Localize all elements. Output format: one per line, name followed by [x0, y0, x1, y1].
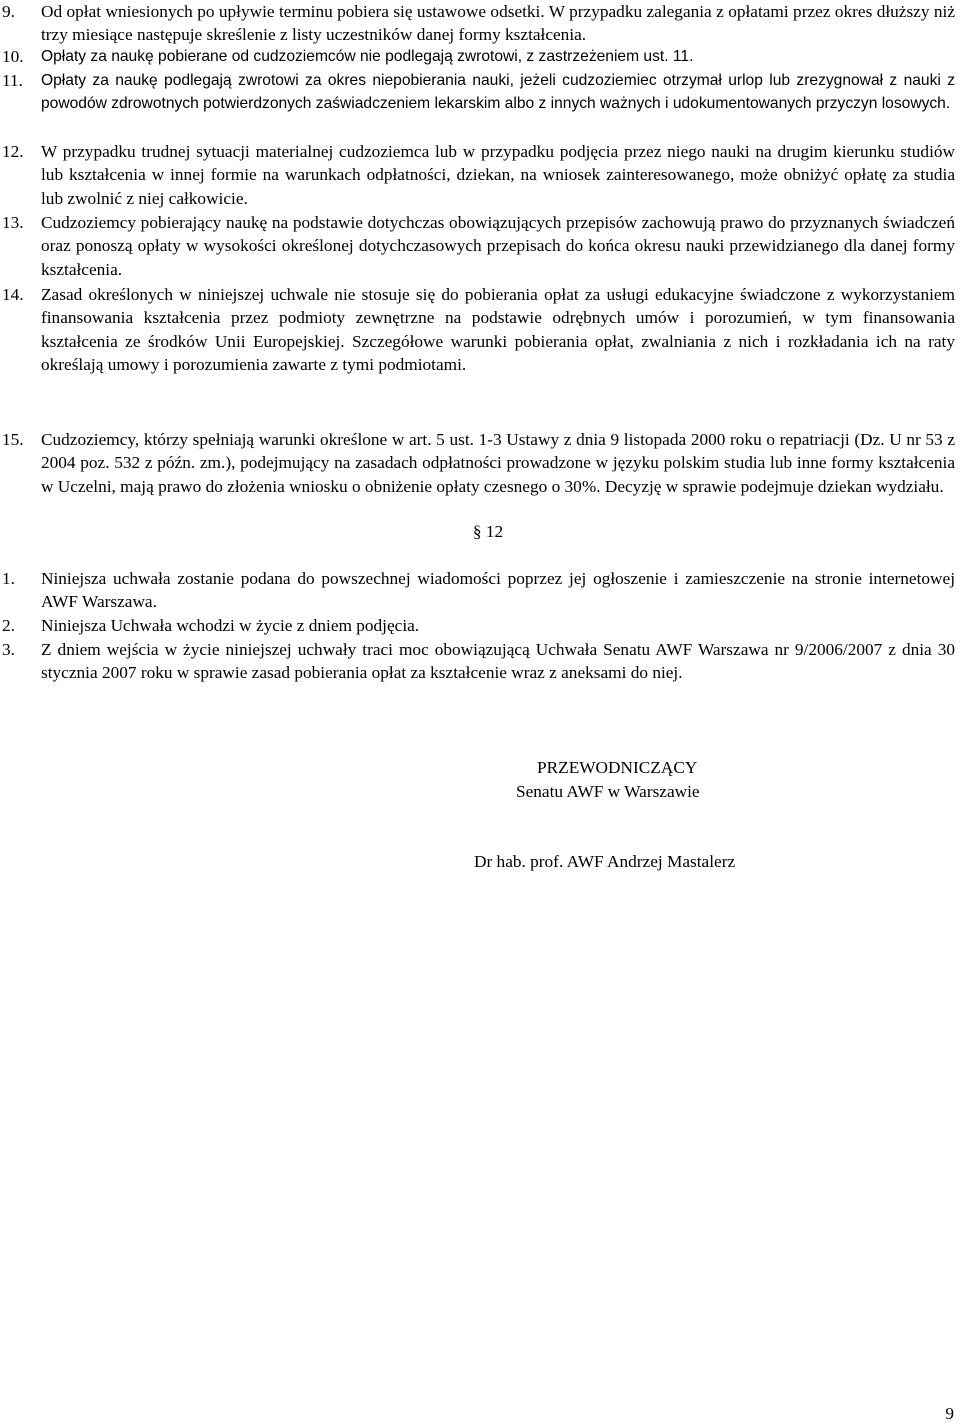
- section-heading: § 12: [472, 522, 504, 541]
- paragraph-number: 1.: [2, 569, 15, 588]
- signature-name: Dr hab. prof. AWF Andrzej Mastalerz: [474, 852, 736, 871]
- page-number: 9: [945, 1404, 954, 1423]
- paragraph-number: 9.: [2, 2, 15, 21]
- paragraph-text: Opłaty za naukę podlegają zwrotowi za okres niepobierania nauki, jeżeli cudzoziemiec otrzymał urlop lub zrezygnował z nauki z powodów zdrowotnych potwierdzonych zaświadczeniem lekarskim albo z innych ważnych i udokumentowanych przyczyn losowych.: [41, 72, 955, 113]
- paragraph-text: Od opłat wniesionych po upływie terminu pobiera się ustawowe odsetki. W przypadku zalegania z opłatami przez okres dłuższy niż trzy miesiące następuje skreślenie z listy uczestników danej formy kształcenia.: [41, 2, 955, 45]
- paragraph-number: 13.: [2, 213, 24, 232]
- paragraph-13: [2, 211, 955, 281]
- paragraph-number: 11.: [2, 71, 23, 90]
- paragraph-number: 3.: [2, 640, 15, 659]
- paragraph-10: [2, 45, 955, 68]
- paragraph-text: Cudzoziemcy, którzy spełniają warunki określone w art. 5 ust. 1-3 Ustawy z dnia 9 listopada 2000 roku o repatriacji (Dz. U nr 53 z 2004 poz. 532 z późn. zm.), podejmujący na zasadach odpłatności prowadzone w języku polskim studia lub inne formy kształcenia w Uczelni, mają prawo do złożenia wniosku o obniżenie opłaty czesnego o 30%. Decyzję w sprawie podejmuje dziekan wydziału.: [41, 430, 955, 496]
- final-paragraph-2: [2, 614, 955, 637]
- signature-body: Senatu AWF w Warszawie: [516, 782, 700, 801]
- final-paragraph-1: [2, 567, 955, 614]
- paragraph-number: 2.: [2, 616, 15, 635]
- paragraph-12: [2, 140, 955, 210]
- paragraph-11: [2, 69, 955, 116]
- paragraph-text: Niniejsza Uchwała wchodzi w życie z dniem podjęcia.: [41, 616, 420, 635]
- paragraph-14: [2, 283, 955, 377]
- paragraph-number: 15.: [2, 430, 24, 449]
- paragraph-number: 12.: [2, 142, 24, 161]
- paragraph-15: [2, 428, 955, 498]
- paragraph-text: W przypadku trudnej sytuacji materialnej cudzoziemca lub w przypadku podjęcia przez niego nauki na drugim kierunku studiów lub kształcenia w innej formie na warunkach odpłatności, dziekan, na wniosek zainteresowanego, może obniżyć opłatę za studia lub zwolnić z niej całkowicie.: [41, 142, 955, 208]
- paragraph-text: Opłaty za naukę pobierane od cudzoziemców nie podlegają zwrotowi, z zastrzeżeniem ust. 11.: [41, 48, 694, 65]
- paragraph-number: 14.: [2, 285, 24, 304]
- paragraph-text: Cudzoziemcy pobierający naukę na podstawie dotychczas obowiązujących przepisów zachowują prawo do przyznanych świadczeń oraz ponoszą opłaty w wysokości określonej dotychczasowych przepisach do końca okresu nauki przewidzianego dla danej formy kształcenia.: [41, 213, 955, 279]
- final-paragraph-3: [2, 638, 955, 685]
- paragraph-number: 10.: [2, 47, 24, 66]
- paragraph-9: [2, 0, 955, 47]
- paragraph-text: Zasad określonych w niniejszej uchwale nie stosuje się do pobierania opłat za usługi edukacyjne świadczone z wykorzystaniem finansowania kształcenia przez podmioty zewnętrzne na podstawie odrębnych umów i porozumień, w tym finansowania kształcenia ze środków Unii Europejskiej. Szczegółowe warunki pobierania opłat, zwalniania z nich i rozkładania ich na raty określają umowy i porozumienia zawarte z tymi podmiotami.: [41, 285, 955, 375]
- paragraph-text: Niniejsza uchwała zostanie podana do powszechnej wiadomości poprzez jej ogłoszenie i zamieszczenie na stronie internetowej AWF Warszawa.: [41, 569, 955, 612]
- paragraph-text: Z dniem wejścia w życie niniejszej uchwały traci moc obowiązującą Uchwała Senatu AWF Warszawa nr 9/2006/2007 z dnia 30 stycznia 2007 roku w sprawie zasad pobierania opłat za kształcenie wraz z aneksami do niej.: [41, 640, 955, 683]
- signature-title: PRZEWODNICZĄCY: [537, 758, 698, 777]
